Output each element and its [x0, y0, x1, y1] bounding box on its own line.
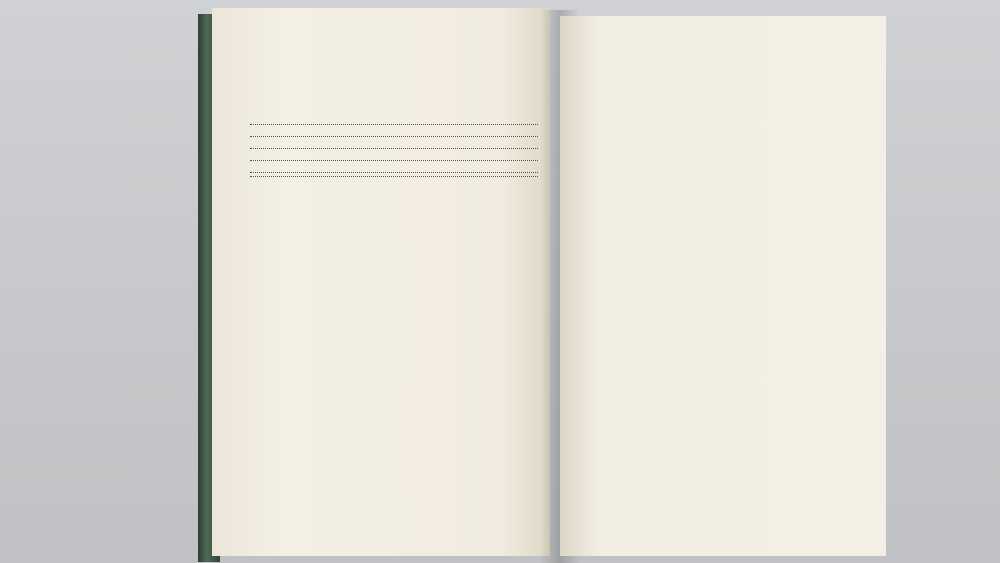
- leader-dots: [250, 124, 538, 125]
- toc-entry: [248, 160, 540, 164]
- intro-entry: [248, 124, 540, 128]
- leader-dots: [250, 172, 538, 173]
- toc-entry: [248, 176, 540, 180]
- leader-dots: [250, 136, 538, 137]
- leader-dots: [250, 148, 538, 149]
- leader-dots: [250, 176, 538, 177]
- toc-entry: [248, 148, 540, 152]
- right-page: [560, 16, 886, 556]
- leader-dots: [250, 160, 538, 161]
- toc-entry: [248, 136, 540, 140]
- left-page: [212, 8, 550, 556]
